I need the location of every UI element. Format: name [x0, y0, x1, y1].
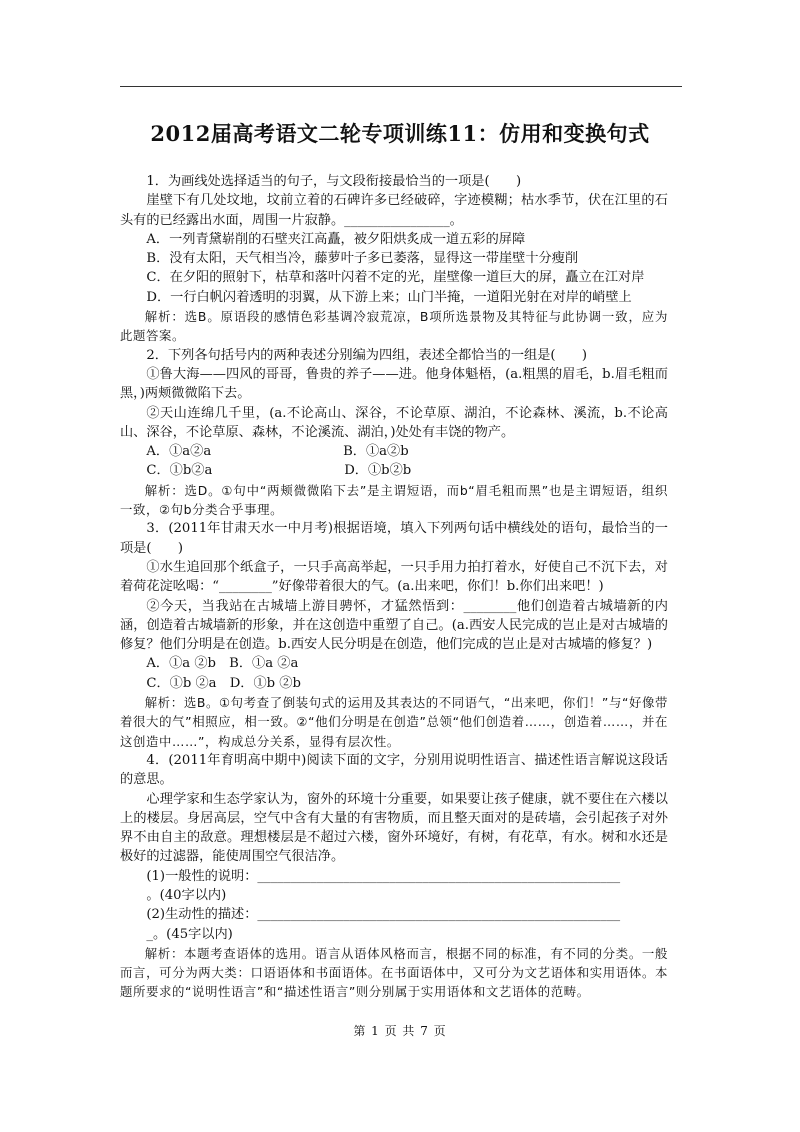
q1-analysis: 解析：选B。原语段的感情色彩基调冷寂荒凉，B项所选景物及其特征与此协调一致，应为此题答案。 [120, 309, 668, 344]
q1-stem: 1．为画线处选择适当的句子，与文段衔接最恰当的一项是( ) [146, 174, 522, 189]
q3-analysis: 解析：选B。①句考查了倒装句式的运用及其表达的不同语气，“出来吧，你们！”与“好像带着很大的气”相照应，相一致。②“他们分明是在创造”总领“他们创造着……，创造着……，并在这创造中……”，构成总分关系，显得有层次性。 [120, 695, 668, 749]
q4-analysis: 解析：本题考查语体的选用。语言从语体风格而言，根据不同的标准，有不同的分类。一般而言，可分为两大类：口语语体和书面语体。在书面语体中，又可分为文艺语体和实用语体。本题所要求的“说明性语言”和“描述性语言”则分别属于实用语体和文艺语体的范畴。 [120, 945, 668, 1000]
q4-sub-question-2: (2)生动性的描述：_______________________________________________________ [146, 907, 621, 923]
q1-option-d: D．一行白帆闪着透明的羽翼，从下游上来；山门半掩，一道阳光射在对岸的峭壁上 [146, 289, 632, 305]
q3-stem: 3．(2011年甘肃天水一中月考)根据语境，填入下列两句话中横线处的语句，最恰当的一项是( ) [120, 521, 668, 556]
q2-sentence-1: ①鲁大海——四风的哥哥，鲁贵的养子——进。他身体魁梧，(a.粗黑的眉毛，b.眉毛粗而黑，)两颊微微陷下去。 [120, 366, 668, 402]
q1-passage: 崖壁下有几处坟地，坟前立着的石碑许多已经破碎，字迹模糊；枯水季节，伏在江里的石头有的已经露出水面，周围一片寂静。________________。 [120, 193, 668, 228]
q2-analysis: 解析：选D。①句中“两颊微微陷下去”是主谓短语，而b“眉毛粗而黑”也是主谓短语，组织一致，②句b分类合乎事理。 [120, 482, 668, 518]
q3-sentence-1: ①水生追回那个纸盒子，一只手高高举起，一只手用力拍打着水，好使自己不沉下去，对着荷花淀吆喝：“________”好像带着很大的气。(a.出来吧，你们！b.你们出来吧！) [120, 559, 668, 595]
q3-sentence-2: ②今天，当我站在古城墙上游目骋怀，才猛然悟到：________他们创造着古城墙新的内涵，创造着古城墙新的形象，并在这创造中重塑了自己。(a.西安人民完成的岂止是对古城墙的修复？他们分明是在创造。b.西安人民分明是在创造，他们完成的岂止是对古城墙的修复？) [120, 598, 668, 653]
q3-options-row-1: A．①a ②b B．①a ②a [146, 656, 299, 672]
q2-stem: 2．下列各句括号内的两种表述分别编为四组，表述全都恰当的一组是( ) [146, 347, 588, 363]
q4-sub-question-1-limit: 。(40字以内) [146, 887, 227, 903]
q2-options-row-2: C．①b②a D．①b②b [146, 463, 412, 479]
q4-passage: 心理学家和生态学家认为，窗外的环境十分重要，如果要让孩子健康，就不要住在六楼以上的楼层。身居高层，空气中含有大量的有害物质，而且整天面对的是砖墙，会引起孩子对外界不由自主的敌意。理想楼层是不超过六楼，窗外环境好，有树，有花草，有水。树和水还是极好的过滤器，能使周围空气很洁净。 [120, 791, 668, 865]
q4-sub-question-1: (1)一般性的说明：_______________________________________________________ [146, 868, 621, 884]
q4-sub-question-2-limit: _。(45字以内) [146, 926, 233, 942]
q1-option-b: B．没有太阳，天气相当冷，藤萝叶子多已萎落，显得这一带崖壁十分瘦削 [146, 251, 579, 267]
q4-stem: 4．(2011年育明高中期中)阅读下面的文字，分别用说明性语言、描述性语言解说这段话的意思。 [120, 752, 668, 788]
document-body [120, 172, 668, 1002]
q2-sentence-2: ②天山连绵几千里，(a.不论高山、深谷，不论草原、湖泊，不论森林、溪流，b.不论高山、深谷，不论草原、森林，不论溪流、湖泊，)处处有丰饶的物产。 [120, 405, 668, 440]
header-rule [120, 86, 682, 87]
page-footer: 第 1 页 共 7 页 [353, 1024, 447, 1038]
q1-option-c: C．在夕阳的照射下，枯草和落叶闪着不定的光，崖壁像一道巨大的屏，矗立在江对岸 [146, 270, 645, 286]
page-title: 2012届高考语文二轮专项训练11：仿用和变换句式 [150, 121, 650, 146]
q2-options-row-1: A．①a②a B．①a②b [146, 444, 409, 460]
q3-options-row-2: C．①b ②a D．①b ②b [146, 675, 301, 691]
q1-option-a: A．一列青黛崭削的石壁夹江高矗，被夕阳烘炙成一道五彩的屏障 [146, 231, 526, 247]
